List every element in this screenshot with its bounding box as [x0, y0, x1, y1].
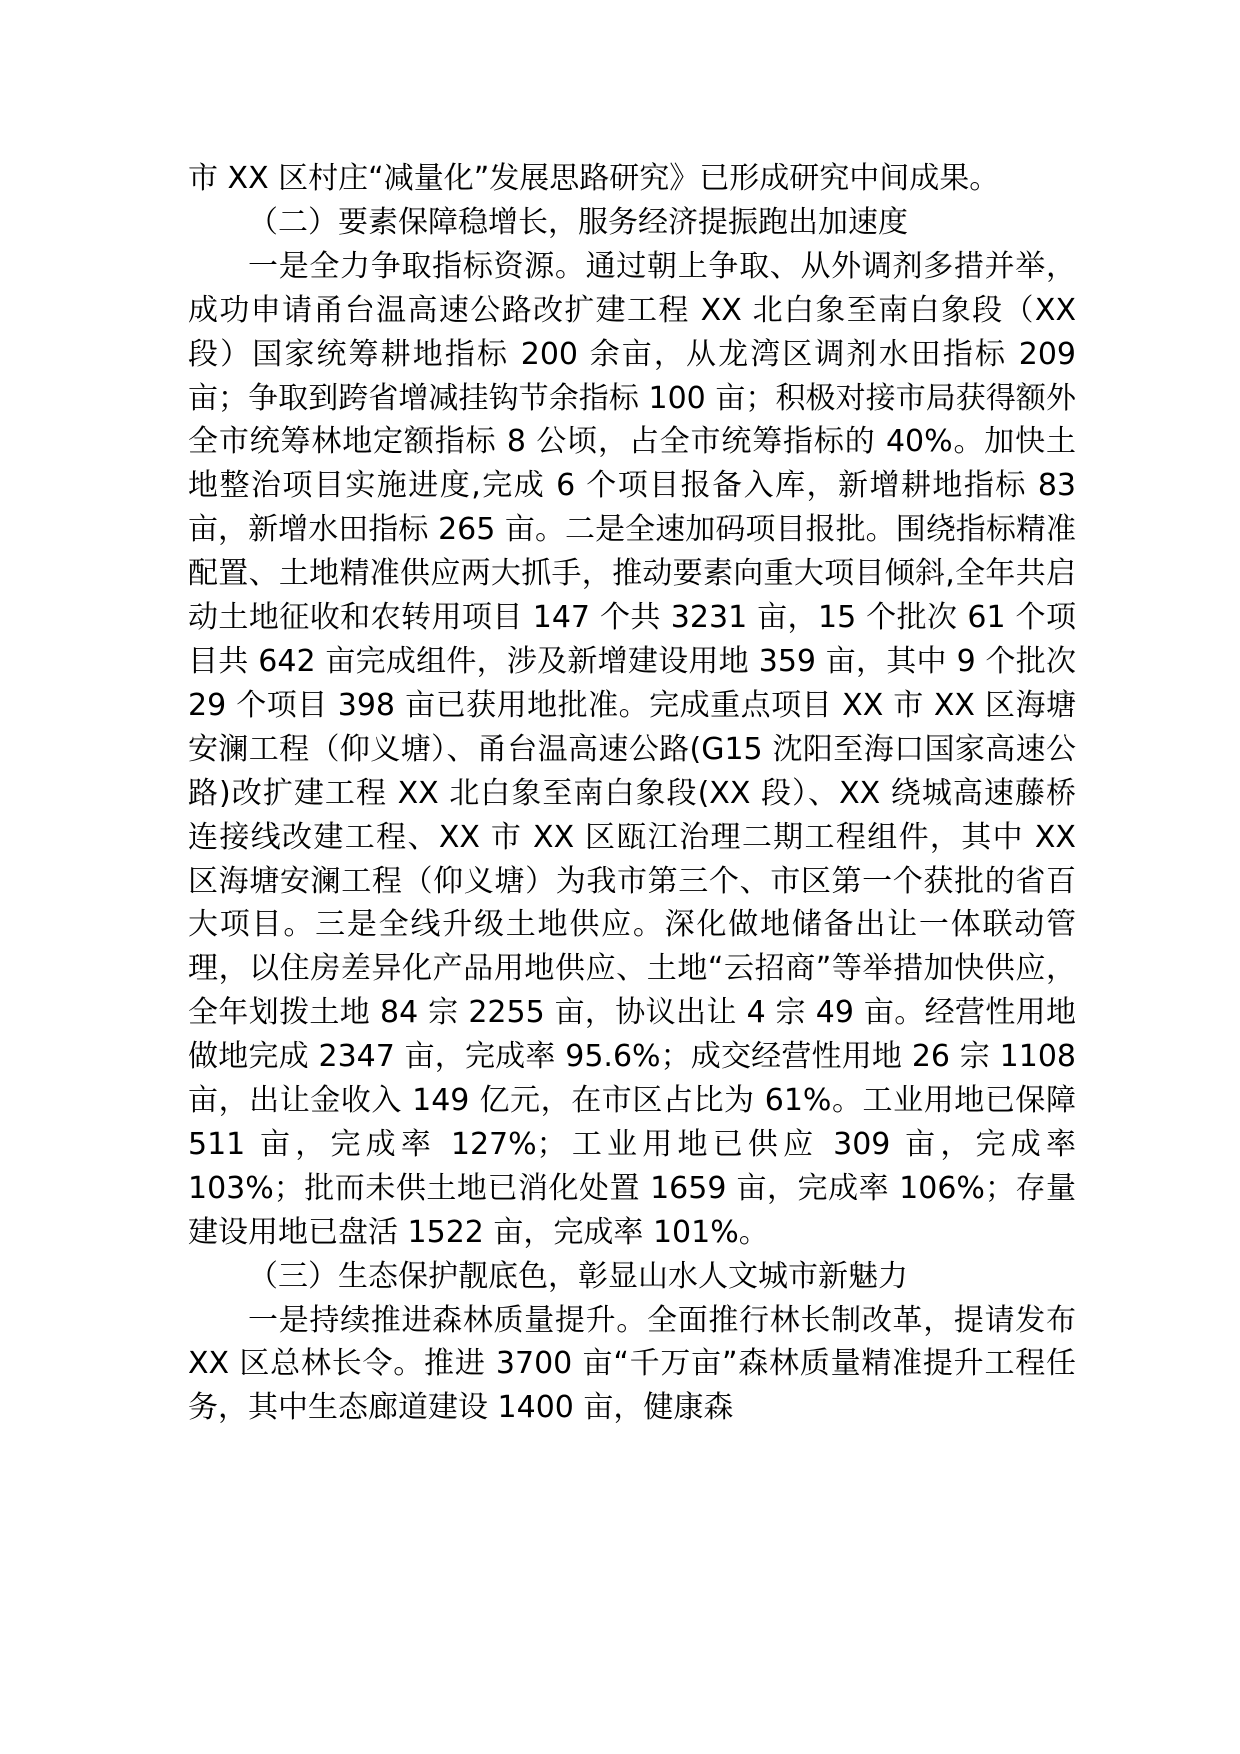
paragraph-continuation: 市 XX 区村庄“减量化”发展思路研究》已形成研究中间成果。: [188, 161, 1000, 196]
paragraph-factor-guarantee: 一是全力争取指标资源。通过朝上争取、从外调剂多措并举，成功申请甬台温高速公路改扩建工程 XX 北白象至南白象段（XX 段）国家统筹耕地指标 200 余亩，从龙湾区调剂水田指标 209 亩；争取到跨省增减挂钩节余指标 100 亩；积极对接市局获得额外全市统筹林地定额指标 8 公顷，占全市统筹指标的 40%。加快土地整治项目实施进度,完成 6 个项目报备入库，新增耕地指标 83 亩，新增水田指标 265 亩。二是全速加码项目报批。围绕指标精准配置、土地精准供应两大抓手，推动要素向重大项目倾斜,全年共启动土地征收和农转用项目 147 个共 3231 亩，15 个批次 61 个项目共 642 亩完成组件，涉及新增建设用地 359 亩，其中 9 个批次 29 个项目 398 亩已获用地批准。完成重点项目 XX 市 XX 区海塘安澜工程（仰义塘）、甬台温高速公路(G15 沈阳至海口国家高速公路)改扩建工程 XX 北白象至南白象段(XX 段）、XX 绕城高速藤桥连接线改建工程、XX 市 XX 区瓯江治理二期工程组件，其中 XX 区海塘安澜工程（仰义塘）为我市第三个、市区第一个获批的省百大项目。三是全线升级土地供应。深化做地储备出让一体联动管理，以住房差异化产品用地供应、土地“云招商”等举措加快供应，全年划拨土地 84 宗 2255 亩，协议出让 4 宗 49 亩。经营性用地做地完成 2347 亩，完成率 95.6%；成交经营性用地 26 宗 1108 亩，出让金收入 149 亿元，在市区占比为 61%。工业用地已保障 511 亩，完成率 127%；工业用地已供应 309 亩，完成率 103%；批而未供土地已消化处置 1659 亩，完成率 106%；存量建设用地已盘活 1522 亩，完成率 101%。: [188, 248, 1076, 1250]
section-heading-2: （二）要素保障稳增长，服务经济提振跑出加速度: [248, 204, 908, 240]
document-body: [188, 157, 1076, 1430]
section-heading-3: （三）生态保护靓底色，彰显山水人文城市新魅力: [248, 1258, 908, 1294]
paragraph-forest-quality: 一是持续推进森林质量提升。全面推行林长制改革，提请发布 XX 区总林长令。推进 3700 亩“千万亩”森林质量精准提升工程任务，其中生态廊道建设 1400 亩，健康森: [188, 1302, 1076, 1426]
